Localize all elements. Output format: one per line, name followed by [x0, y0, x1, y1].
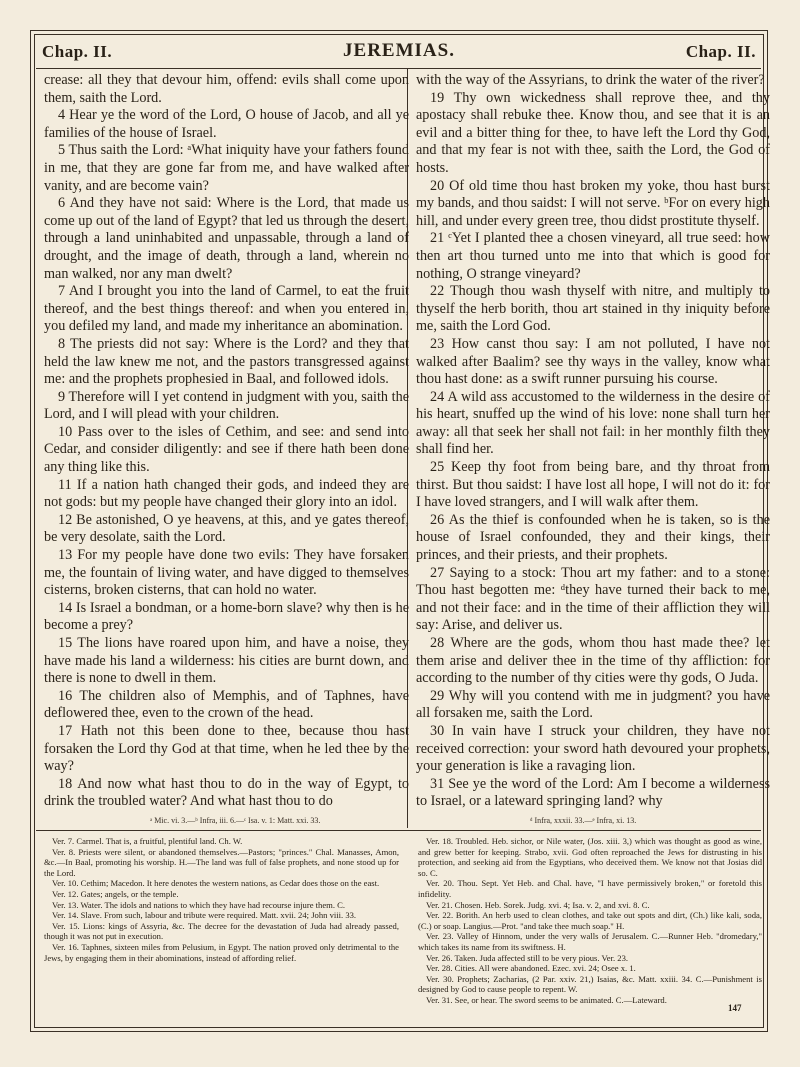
verse-paragraph: 18 And now what hast thou to do in the way of Egypt, to drink the troubled water? And what hast thou to do [44, 775, 409, 810]
verse-paragraph: 30 In vain have I struck your children, they have not received correction: your sword hath devoured your prophets, your generation is like a ravaging lion. [416, 722, 770, 775]
verse-paragraph: 13 For my people have done two evils: They have forsaken me, the fountain of living water, and have digged to themselves cisterns, broken cisterns, that can hold no water. [44, 547, 409, 599]
header-book-title: JEREMIAS. [343, 40, 455, 61]
note-entry: Ver. 12. Gates; angels, or the temple. [52, 888, 179, 899]
running-header [40, 36, 758, 64]
header-rule [36, 68, 761, 69]
verse-paragraph: 20 Of old time thou hast broken my yoke, thou hast burst my bands, and thou saidst: I will not serve. ᵇFor on every high hill, and under every green tree, thou didst prostitute thyself. [416, 177, 770, 229]
note-entry: Ver. 20. Thou. Sept. Yet Heb. and Chal. have, "I have permissively broken," or foretold this infidelity. [418, 878, 762, 899]
header-chapter-left: Chap. II. [42, 42, 113, 61]
verse-paragraph: 17 Hath not this been done to thee, because thou hast forsaken the Lord thy God at that time, when he led thee by the way? [44, 722, 409, 775]
verse-paragraph: 10 Pass over to the isles of Cethim, and see: and send into Cedar, and consider diligently: and see if there hath been done any thing like this. [44, 423, 409, 476]
verse-paragraph: 27 Saying to a stock: Thou art my father: and to a stone: Thou hast begotten me: ᵈthey have turned their back to me, and not their face: and in the time of their affliction they will say: Arise, and deliver us. [416, 564, 770, 634]
verse-paragraph: 25 Keep thy foot from being bare, and thy throat from thirst. But thou saidst: I have lost all hope, I will not do it: for I have loved strangers, and I will walk after them. [416, 459, 770, 511]
verse-paragraph: 26 As the thief is confounded when he is taken, so is the house of Israel confounded, they and their kings, their princes, and their priests, and their prophets. [416, 511, 770, 564]
note-entry: Ver. 8. Priests were silent, or abandoned themselves.—Pastors; "princes." Chal. Manasses, Amon, &c.—In Baal, promoting his worship. H.—The land was full of false prophets, and none stood up for the Lord. [44, 846, 399, 878]
verse-paragraph: 15 The lions have roared upon him, and have a noise, they have made his land a wilderness: his cities are burnt down, and there is none to dwell in them. [44, 635, 409, 687]
verse-paragraph: with the way of the Assyrians, to drink the water of the river? [416, 72, 765, 88]
verse-paragraph: 28 Where are the gods, whom thou hast made thee? let them arise and deliver thee in the time of thy affliction: for according to the number of thy cities were thy gods, O Juda. [416, 635, 770, 687]
note-entry: Ver. 22. Borith. An herb used to clean clothes, and take out spots and dirt, (Ch.) like kali, soda, (C.) or soap. Langius.—Prot. "and take thee much soap." H. [418, 910, 762, 931]
note-entry: Ver. 26. Taken. Juda affected still to be very pious. Ver. 23. [426, 952, 629, 963]
note-entry: Ver. 16. Taphnes, sixteen miles from Pelusium, in Egypt. The nation proved only detrimental to the Jews, by engaging them in their abominations, instead of affording relief. [44, 941, 399, 963]
cross-references-left: ᵃ Mic. vi. 3.—ᵇ Infra, iii. 6.—ᶜ Isa. v. 1: Matt. xxi. 33. [150, 816, 321, 825]
verse-paragraph: 31 See ye the word of the Lord: Am I become a wilderness to Israel, or a lateward springing land? why [416, 775, 770, 810]
note-entry: Ver. 21. Chosen. Heb. Sorek. Judg. xvi. 4; Isa. v. 2, and xvi. 8. C. [426, 899, 650, 910]
verse-paragraph: 21 ᶜYet I planted thee a chosen vineyard, all true seed: how then art thou turned unto me into that which is good for nothing, O strange vineyard? [416, 230, 770, 282]
note-entry: Ver. 13. Water. The idols and nations to which they have had recourse injure them. C. [52, 899, 346, 910]
cross-references-right: ᵈ Infra, xxxii. 33.—ᵉ Infra, xi. 13. [530, 816, 637, 825]
verse-paragraph: 12 Be astonished, O ye heavens, at this, and ye gates thereof, be very desolate, saith the Lord. [44, 511, 409, 546]
note-entry: Ver. 18. Troubled. Heb. sichor, or Nile water, (Jos. xiii. 3,) which was thought as good as wine, and grew better for keeping. Strabo, xvii. God often reproached the Jews for distrusting in his protection, and seeking aid from the Egyptians, who deceived them. We know not that Josias did so. C. [418, 836, 762, 878]
note-entry: Ver. 30. Prophets; Zacharias, (2 Par. xxiv. 21,) Isaias, &c. Matt. xxiii. 34. C.—Punishment is designed by God to cause people to repent. W. [418, 973, 762, 995]
verse-paragraph: 8 The priests did not say: Where is the Lord? and they that held the law knew me not, and the pastors transgressed against me: and the prophets prophesied in Baal, and followed idols. [44, 335, 409, 388]
commentary-notes-left [44, 836, 399, 1016]
commentary-notes-right [418, 836, 762, 1016]
note-entry: Ver. 14. Slave. From such, labour and tribute were required. Matt. xvii. 24; John viii. 33. [52, 910, 357, 921]
verse-paragraph: crease: all they that devour him, offend: evils shall come upon them, saith the Lord. [44, 72, 409, 106]
note-entry: Ver. 7. Carmel. That is, a fruitful, plentiful land. Ch. W. [52, 836, 243, 846]
verse-paragraph: 16 The children also of Memphis, and of Taphnes, have deflowered thee, even to the crown of the head. [44, 687, 409, 722]
verse-paragraph: 7 And I brought you into the land of Carmel, to eat the fruit thereof, and the best things thereof: and when you entered in, you defiled my land, and made my inheritance an abomination. [44, 283, 409, 335]
verse-paragraph: 11 If a nation hath changed their gods, and indeed they are not gods: but my people have changed their glory into an idol. [44, 476, 409, 511]
verse-paragraph: 19 Thy own wickedness shall reprove thee, and thy apostacy shall rebuke thee. Know thou, and see that it is an evil and a bitter thing for thee, to have left the Lord thy God, and that my fear is not with thee, saith the Lord, the God of hosts. [416, 89, 770, 176]
verse-paragraph: 4 Hear ye the word of the Lord, O house of Jacob, and all ye families of the house of Israel. [44, 107, 409, 141]
page-number: 147 [728, 1003, 742, 1013]
verse-paragraph: 29 Why will you contend with me in judgment? you have all forsaken me, saith the Lord. [416, 687, 770, 722]
verse-paragraph: 9 Therefore will I yet contend in judgment with you, saith the Lord, and I will plead with your children. [44, 388, 409, 423]
note-entry: Ver. 23. Valley of Hinnom, under the very walls of Jerusalem. C.—Runner Heb. "dromedary," which takes its name from its swiftness. H. [418, 931, 762, 952]
verse-paragraph: 5 Thus saith the Lord: ᵃWhat iniquity have your fathers found in me, that they are gone far from me, and have walked after vanity, and are become vain? [44, 142, 409, 194]
note-entry: Ver. 15. Lions: kings of Assyria, &c. The decree for the devastation of Juda had already passed, though it was not put in execution. [44, 920, 399, 942]
note-entry: Ver. 10. Cethim; Macedon. It here denotes the western nations, as Cedar does those on the east. [52, 878, 380, 889]
verse-paragraph: 23 How canst thou say: I am not polluted, I have not walked after Baalim? see thy ways in the valley, know what thou hast done: as a swift runner pursuing his course. [416, 335, 770, 388]
note-entry: Ver. 31. See, or hear. The sword seems to be animated. C.—Lateward. [426, 994, 667, 1005]
verse-paragraph: 6 And they have not said: Where is the Lord, that made us come up out of the land of Egypt? that led us through the desert, through a land uninhabited and unpassable, through a land of drought, and the image of death, through a land, wherein no man walked, nor any man dwelt? [44, 195, 409, 282]
verse-paragraph: 22 Though thou wash thyself with nitre, and multiply to thyself the herb borith, thou art stained in thy iniquity before me, saith the Lord God. [416, 283, 770, 335]
verse-paragraph: 24 A wild ass accustomed to the wilderness in the desire of his heart, snuffed up the wind of his love: none shall turn her away: all that seek her shall not fail: in her monthly filth they shall find her. [416, 388, 770, 458]
verse-paragraph: 14 Is Israel a bondman, or a home-born slave? why then is he become a prey? [44, 599, 409, 634]
text-column-right [416, 72, 770, 812]
note-entry: Ver. 28. Cities. All were abandoned. Ezec. xvi. 24; Osee x. 1. [426, 963, 636, 974]
notes-rule [36, 830, 761, 831]
text-column-left [44, 72, 409, 812]
header-chapter-right: Chap. II. [685, 42, 756, 61]
